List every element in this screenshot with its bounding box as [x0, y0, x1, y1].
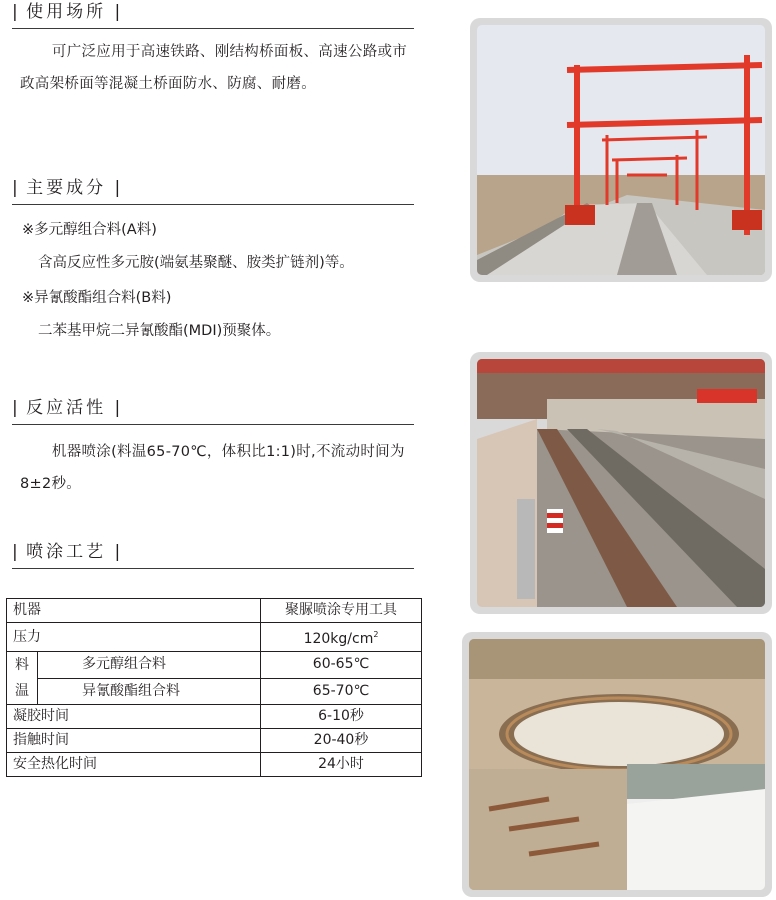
pressure-value-text: 120kg/cm	[303, 631, 374, 647]
railway-station-scene	[477, 359, 765, 607]
table-cell-machine-value: 聚脲喷涂专用工具	[261, 599, 422, 623]
table-cell-gel-value: 6-10秒	[261, 705, 422, 729]
table-cell-temp-a-label: 多元醇组合料	[38, 652, 261, 679]
table-row	[7, 678, 422, 705]
bridge-gantry-scene	[477, 25, 765, 275]
composition-a-desc: 含高反应性多元胺(端氨基聚醚、胺类扩链剂)等。	[38, 255, 354, 271]
table-cell-cure-label: 安全热化时间	[7, 753, 261, 777]
photo-construction-site	[462, 632, 772, 897]
section-heading-usage: | 使用场所 |	[12, 0, 414, 29]
temp-side-char-1: 料	[15, 657, 29, 673]
table-row	[7, 599, 422, 623]
table-cell-temp-b-value: 65-70℃	[261, 678, 422, 705]
table-cell-pressure-value	[261, 623, 422, 652]
section-title-reactivity: 反应活性	[26, 398, 107, 418]
photo-bridge-gantry-cranes	[470, 18, 772, 282]
usage-text: 可广泛应用于高速铁路、刚结构桥面板、高速公路或市政高架桥面等混凝土桥面防水、防腐、耐磨。	[20, 44, 408, 92]
temp-side-char-2: 温	[15, 683, 29, 699]
section-title-composition: 主要成分	[26, 178, 107, 198]
composition-b-label: ※异氰酸酯组合料(B料)	[22, 290, 172, 306]
table-cell-temp-a-value: 60-65℃	[261, 652, 422, 679]
section-title-usage: 使用场所	[26, 2, 107, 22]
table-cell-cure-value: 24小时	[261, 753, 422, 777]
table-cell-temp-b-label: 异氰酸酯组合料	[38, 678, 261, 705]
table-cell-tack-value: 20-40秒	[261, 729, 422, 753]
photo-railway-station-track	[470, 352, 772, 614]
section-heading-spraying: | 喷涂工艺 |	[12, 540, 414, 569]
composition-a-label: ※多元醇组合料(A料)	[22, 222, 157, 238]
section-heading-composition: | 主要成分 |	[12, 176, 414, 205]
table-cell-temp-side	[7, 652, 38, 705]
table-cell-machine-label: 机器	[7, 599, 261, 623]
pressure-unit-superscript: 2	[373, 630, 379, 639]
section-heading-reactivity: | 反应活性 |	[12, 396, 414, 425]
table-row	[7, 729, 422, 753]
table-cell-pressure-label: 压力	[7, 623, 261, 652]
table-row	[7, 705, 422, 729]
spraying-spec-table	[6, 598, 422, 777]
reactivity-text: 机器喷涂(料温65-70℃，体积比1:1)时,不流动时间为8±2秒。	[20, 444, 405, 492]
construction-site-scene	[469, 639, 765, 890]
section-title-spraying: 喷涂工艺	[26, 542, 107, 562]
table-row	[7, 623, 422, 652]
table-cell-tack-label: 指触时间	[7, 729, 261, 753]
table-row	[7, 753, 422, 777]
composition-b-desc: 二苯基甲烷二异氰酸酯(MDI)预聚体。	[38, 323, 281, 339]
table-cell-gel-label: 凝胶时间	[7, 705, 261, 729]
table-row	[7, 652, 422, 679]
